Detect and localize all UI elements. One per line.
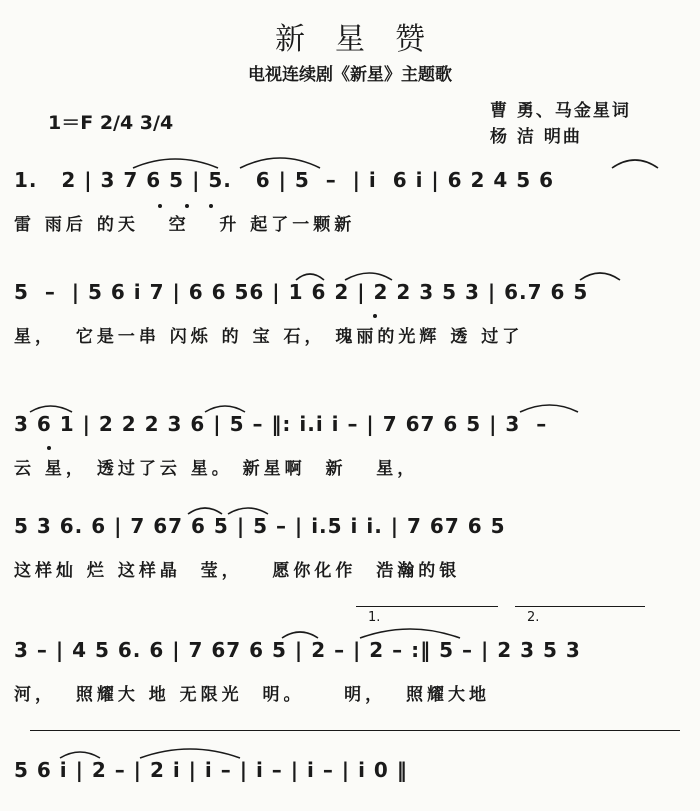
dot-mark: [47, 446, 51, 450]
volta-second: 2.: [527, 610, 540, 625]
lyric-line-4: 这样灿 烂 这样晶 莹， 愿你化作 浩瀚的银: [14, 561, 461, 581]
lyric-line-1: 雷 雨后 的天 空 升 起了一颗新: [14, 215, 356, 235]
score-line-4: [0, 506, 700, 546]
dot-mark: [373, 314, 377, 318]
dot-mark: [185, 204, 189, 208]
lyric-line-5: 河， 照耀大 地 无限光 明。 明， 照耀大地: [14, 685, 491, 705]
notes-line-4: 5 3 6. 6 | 7 67 6 5 | 5 – | i.5 i i. | 7 67 6 5: [14, 514, 506, 538]
score-line-3: [0, 404, 700, 444]
key-signature: 1＝F 2/4 3/4: [48, 112, 174, 134]
notes-line-1: 1. 2 | 3 7 6 5 | 5. 6 | 5 – | i 6 i | 6 2 4 5 6: [14, 168, 555, 192]
lyricist-credit: 曹 勇、马金星词: [490, 101, 631, 121]
notes-line-5: 3 – | 4 5 6. 6 | 7 67 6 5 | 2 – | 2 – :‖ 5 – | 2 3 5 3: [14, 638, 581, 662]
final-system-line: [30, 730, 680, 731]
score-line-1: [0, 160, 700, 200]
song-title: 新星赞: [275, 22, 455, 57]
lyric-line-3: 云 星， 透过了云 星。 新星啊 新 星，: [14, 459, 419, 479]
lyric-line-2: 星， 它是一串 闪烁 的 宝 石， 瑰丽的光辉 透 过了: [14, 327, 524, 347]
volta-second-line: [515, 606, 645, 607]
dot-mark: [209, 204, 213, 208]
notes-line-2: 5 – | 5 6 i 7 | 6 6 56 | 1 6 2 | 2 2 3 5 3 | 6.7 6 5: [14, 280, 589, 304]
volta-first-line: [356, 606, 498, 607]
song-subtitle: 电视连续剧《新星》主题歌: [248, 65, 452, 85]
volta-first: 1.: [368, 610, 381, 625]
score-line-6: [0, 750, 700, 790]
score-line-2: [0, 272, 700, 312]
score-line-5: [0, 630, 700, 670]
notes-line-3: 3 6 1 | 2 2 2 3 6 | 5 – ‖: i.i i – | 7 67 6 5 | 3 –: [14, 412, 548, 436]
notes-line-6: 5 6 i | 2 – | 2 i | i – | i – | i – | i 0 ‖: [14, 758, 408, 782]
composer-credit: 杨 洁 明曲: [490, 127, 582, 147]
dot-mark: [158, 204, 162, 208]
